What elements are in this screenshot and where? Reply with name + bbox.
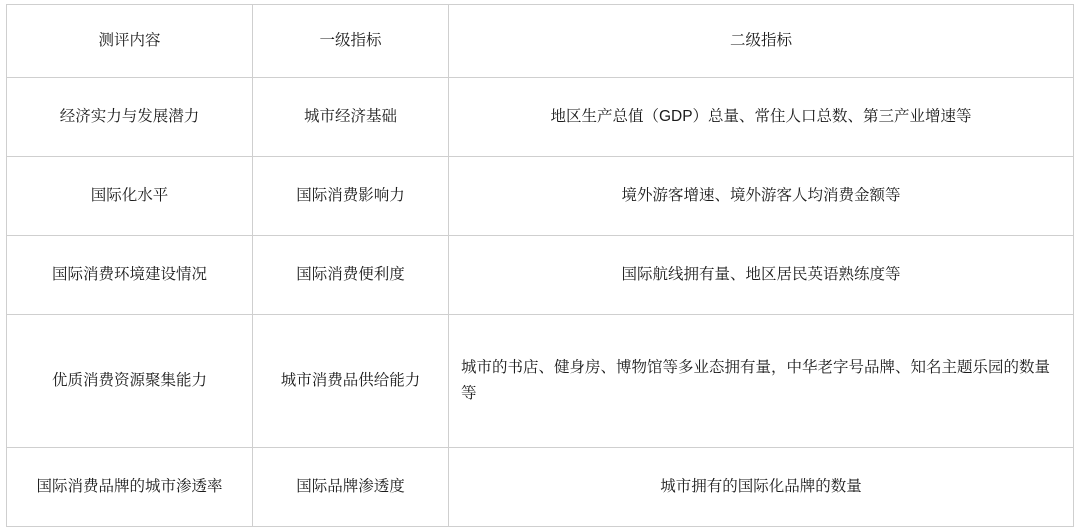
cell-secondary-indicator: 城市的书店、健身房、博物馆等多业态拥有量，中华老字号品牌、知名主题乐园的数量等: [449, 315, 1074, 448]
cell-content: 国际消费环境建设情况: [7, 236, 253, 315]
cell-secondary-indicator: 城市拥有的国际化品牌的数量: [449, 448, 1074, 527]
table-row: [7, 78, 1074, 157]
table-row: [7, 315, 1074, 448]
cell-primary-indicator: 国际消费便利度: [253, 236, 449, 315]
cell-primary-indicator: 城市经济基础: [253, 78, 449, 157]
cell-primary-indicator: 国际品牌渗透度: [253, 448, 449, 527]
header-cell-primary-indicator: 一级指标: [253, 5, 449, 78]
cell-secondary-indicator: 境外游客增速、境外游客人均消费金额等: [449, 157, 1074, 236]
table-header-row: [7, 5, 1074, 78]
cell-content: 优质消费资源聚集能力: [7, 315, 253, 448]
cell-content: 经济实力与发展潜力: [7, 78, 253, 157]
cell-secondary-indicator: 国际航线拥有量、地区居民英语熟练度等: [449, 236, 1074, 315]
cell-primary-indicator: 城市消费品供给能力: [253, 315, 449, 448]
table-row: [7, 448, 1074, 527]
cell-secondary-indicator: 地区生产总值（GDP）总量、常住人口总数、第三产业增速等: [449, 78, 1074, 157]
header-cell-content: 测评内容: [7, 5, 253, 78]
cell-primary-indicator: 国际消费影响力: [253, 157, 449, 236]
table-row: [7, 236, 1074, 315]
table-row: [7, 157, 1074, 236]
evaluation-table: [6, 4, 1074, 527]
header-cell-secondary-indicator: 二级指标: [449, 5, 1074, 78]
cell-content: 国际消费品牌的城市渗透率: [7, 448, 253, 527]
cell-content: 国际化水平: [7, 157, 253, 236]
